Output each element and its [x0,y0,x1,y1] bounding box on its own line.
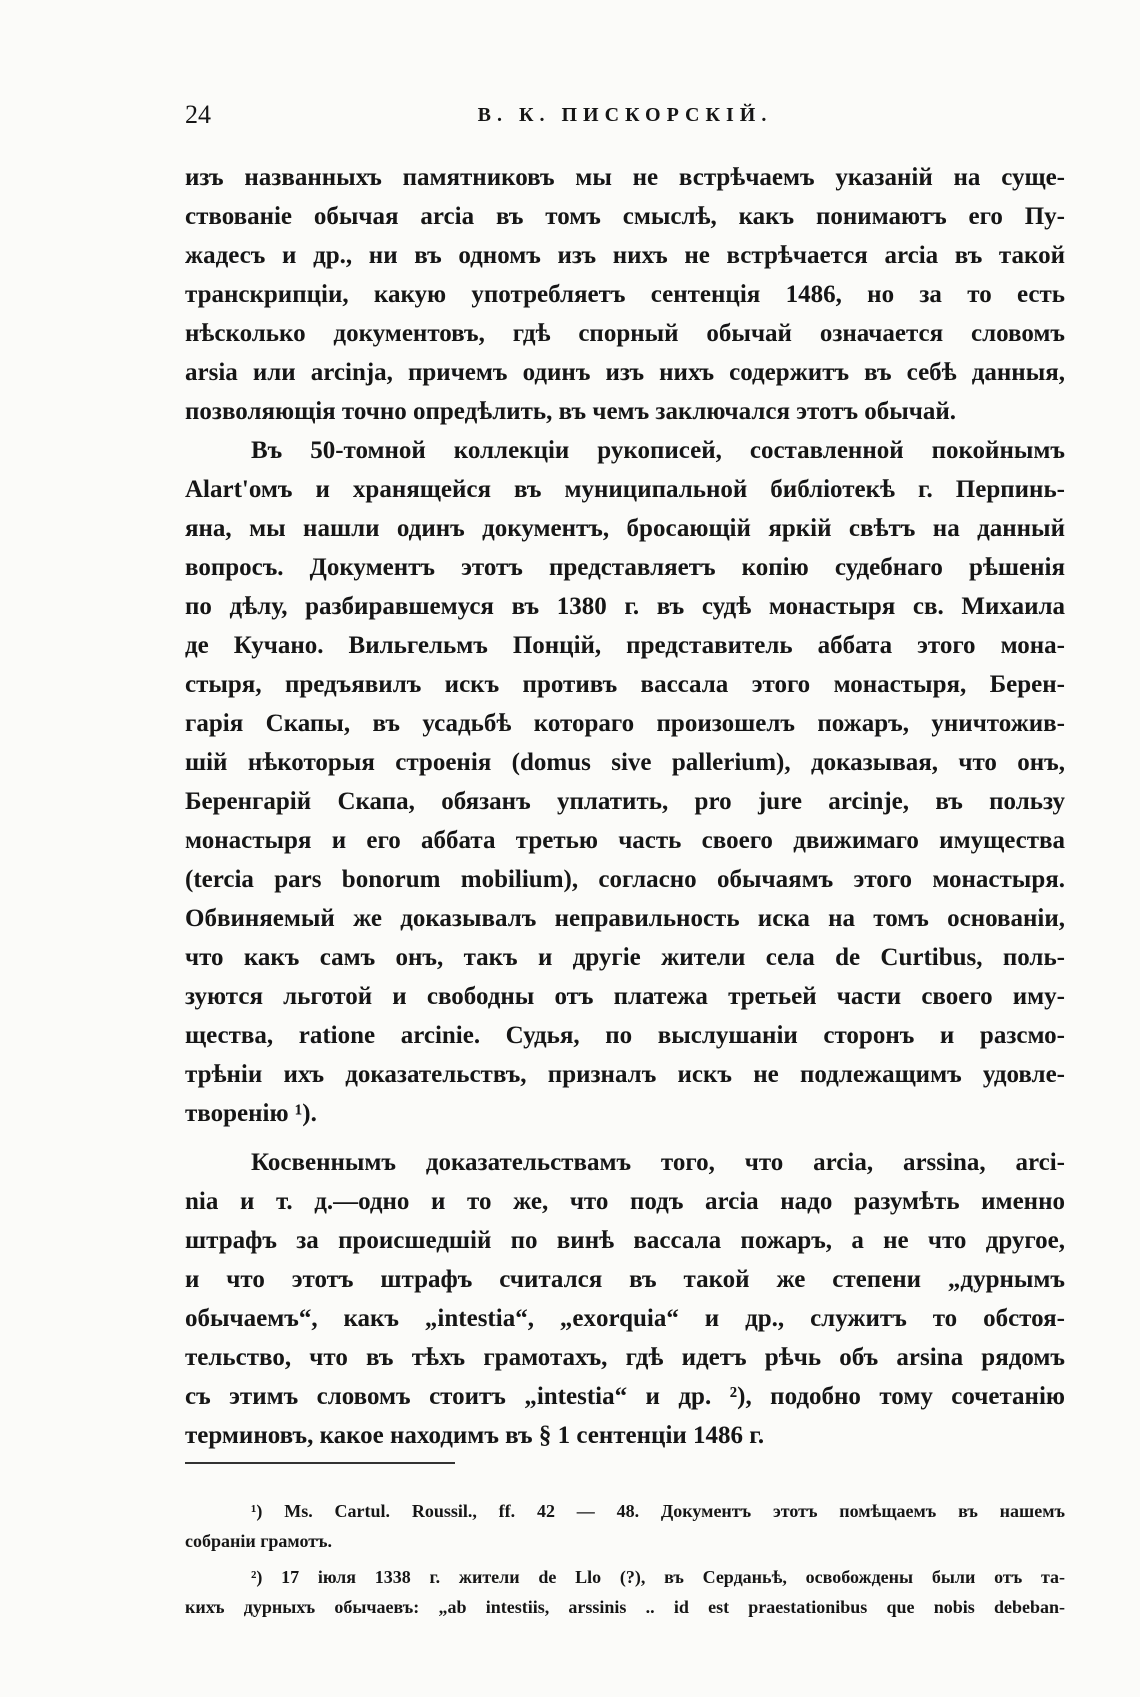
text-line: по дѣлу, разбиравшемуся въ 1380 г. въ судѣ монастыря св. Михаила [185,593,1065,620]
page-number: 24 [185,100,211,129]
text-line: гарія Скапы, въ усадьбѣ котораго произошелъ пожаръ, уничтожив- [185,710,1065,737]
footnote-line: собраніи грамотъ. [185,1531,333,1551]
paragraph [185,1143,1065,1455]
text-line: творенію ¹). [185,1100,317,1127]
running-head: В. К. ПИСКОРСКІЙ. [477,104,773,126]
text-line: съ этимъ словомъ стоитъ „intestia“ и др. ²), подобно тому сочетанію [185,1383,1065,1410]
text-line: обычаемъ“, какъ „intestia“, „exorquia“ и др., служитъ то обстоя- [185,1305,1065,1332]
footnotes [185,1496,1065,1622]
text-line: (tercia pars bonorum mobilium), согласно обычаямъ этого монастыря. [185,866,1065,893]
text-line: яна, мы нашли одинъ документъ, бросающій яркій свѣтъ на данный [185,515,1065,542]
footnote [185,1496,1065,1556]
text-line: тельство, что въ тѣхъ грамотахъ, гдѣ идетъ рѣчь объ arsina рядомъ [185,1344,1065,1371]
text-line: де Кучано. Вильгельмъ Понцій, представитель аббата этого мона- [185,632,1065,659]
text-line: зуются льготой и свободны отъ платежа третьей части своего иму- [185,983,1065,1010]
text-line: терминовъ, какое находимъ въ § 1 сентенціи 1486 г. [185,1422,765,1449]
footnote-line: кихъ дурныхъ обычаевъ: „ab intestiis, arssinis .. id est praestationibus que nobis debeban- [185,1597,1065,1617]
text-line: Косвеннымъ доказательствамъ того, что arcia, arssina, arci- [251,1149,1065,1176]
text-line: стыря, предъявилъ искъ противъ вассала этого монастыря, Берен- [185,671,1065,698]
text-line: щества, ratione arcinie. Судья, по выслушаніи сторонъ и разсмо- [185,1022,1065,1049]
page-header [185,100,1065,144]
text-line: Обвиняемый же доказывалъ неправильность иска на томъ основаніи, [185,905,1065,932]
text-line: нѣсколько документовъ, гдѣ спорный обычай означается словомъ [185,320,1065,347]
text-line: что какъ самъ онъ, такъ и другіе жители села de Curtibus, поль- [185,944,1065,971]
text-line: шій нѣкоторыя строенія (domus sive pallerium), доказывая, что онъ, [185,749,1065,776]
text-line: arsia или arcinja, причемъ одинъ изъ нихъ содержитъ въ себѣ данныя, [185,359,1065,386]
paragraph [185,431,1065,1133]
paragraph [185,158,1065,431]
text-line: Alart'омъ и хранящейся въ муниципальной библіотекѣ г. Перпинь- [185,476,1065,503]
text-line: трѣніи ихъ доказательствъ, призналъ искъ не подлежащимъ удовле- [185,1061,1065,1088]
text-line: и что этотъ штрафъ считался въ такой же степени „дурнымъ [185,1266,1065,1293]
text-line: монастыря и его аббата третью часть своего движимаго имущества [185,827,1065,854]
footnote [185,1562,1065,1622]
text-line: позволяющія точно опредѣлить, въ чемъ заключался этотъ обычай. [185,398,957,425]
paragraph-gap [185,1133,1065,1143]
body-text [185,158,1065,1455]
text-line: изъ названныхъ памятниковъ мы не встрѣчаемъ указаній на суще- [185,164,1065,191]
text-line: вопросъ. Документъ этотъ представляетъ копію судебнаго рѣшенія [185,554,1065,581]
text-line: Беренгарій Скапа, обязанъ уплатить, pro jure arcinje, въ пользу [185,788,1065,815]
text-line: ствованіе обычая arcia въ томъ смыслѣ, какъ понимаютъ его Пу- [185,203,1065,230]
footnote-separator [185,1462,455,1464]
footnote-line: ²) 17 іюля 1338 г. жители de Llo (?), въ Серданьѣ, освобождены были отъ та- [251,1567,1065,1587]
text-line: жадесъ и др., ни въ одномъ изъ нихъ не встрѣчается arcia въ такой [185,242,1065,269]
text-line: штрафъ за происшедшій по винѣ вассала пожаръ, а не что другое, [185,1227,1065,1254]
text-line: Въ 50-томной коллекціи рукописей, составленной покойнымъ [251,437,1065,464]
text-line: транскрипціи, какую употребляетъ сентенція 1486, но за то есть [185,281,1065,308]
text-line: nia и т. д.—одно и то же, что подъ arcia надо разумѣть именно [185,1188,1065,1215]
footnote-line: ¹) Ms. Cartul. Roussil., ff. 42 — 48. Документъ этотъ помѣщаемъ въ нашемъ [251,1501,1065,1521]
